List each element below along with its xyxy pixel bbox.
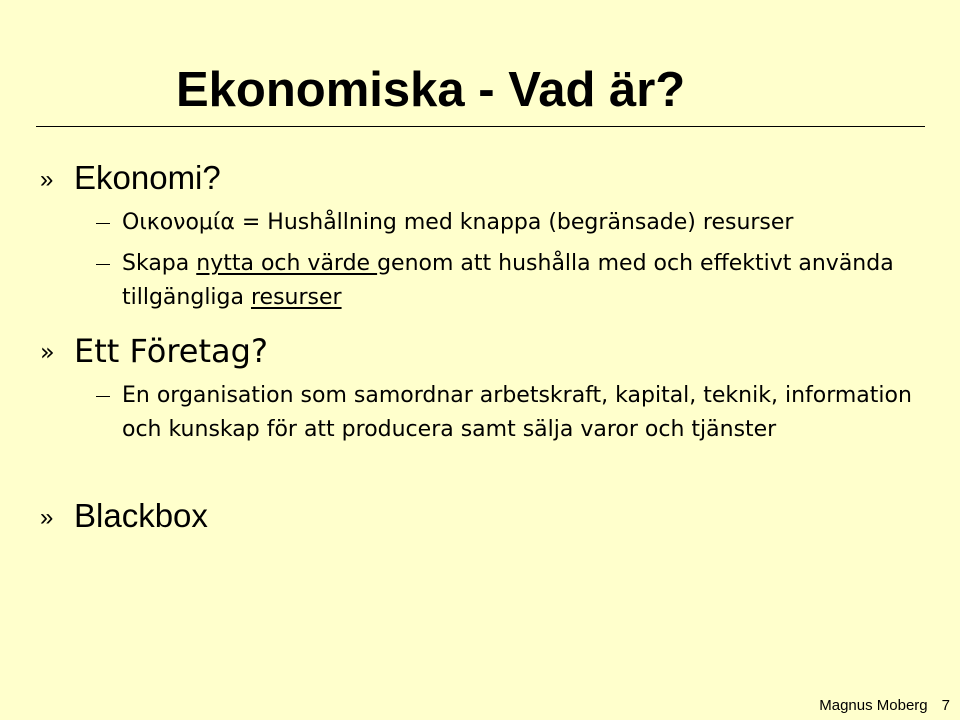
bullet-marker: » <box>40 504 54 531</box>
bullet-text: Blackbox <box>74 497 208 534</box>
slide-title: Ekonomiska - Vad är? <box>176 63 686 117</box>
bullet-text: Ett Företag? <box>74 332 268 370</box>
sub-bullet-oikonomia <box>122 206 912 240</box>
sub-bullet-text: En organisation som samordnar arbetskraft, kapital, teknik, information och kunskap för att producera samt sälja varor och tjänster <box>122 383 912 442</box>
bullet-blackbox <box>40 496 208 538</box>
sub-bullet-text-start: Skapa <box>122 251 197 276</box>
title-divider <box>36 126 925 127</box>
bullet-ekonomi <box>40 158 221 200</box>
dash-marker <box>96 223 110 224</box>
bullet-text: Ekonomi? <box>74 159 221 196</box>
slide-number: 7 <box>941 697 950 714</box>
dash-marker <box>96 264 110 265</box>
footer-author: Magnus Moberg <box>819 697 928 714</box>
hyperlink-nytta-och-varde[interactable]: nytta och värde <box>196 251 378 276</box>
sub-bullet-skapa <box>122 247 912 315</box>
hyperlink-resurser[interactable]: resurser <box>250 285 342 310</box>
bullet-foretag <box>40 331 268 372</box>
slide-footer <box>819 697 950 714</box>
sub-bullet-text: Oικονομία = Hushållning med knappa (begränsade) resurser <box>122 210 794 235</box>
bullet-marker: » <box>40 166 54 193</box>
dash-marker <box>96 396 110 397</box>
bullet-marker: » <box>40 338 55 366</box>
sub-bullet-organisation <box>122 379 912 447</box>
sub-bullet-text-middle: genom att hushålla med och effektivt använda tillgängliga <box>122 251 894 310</box>
